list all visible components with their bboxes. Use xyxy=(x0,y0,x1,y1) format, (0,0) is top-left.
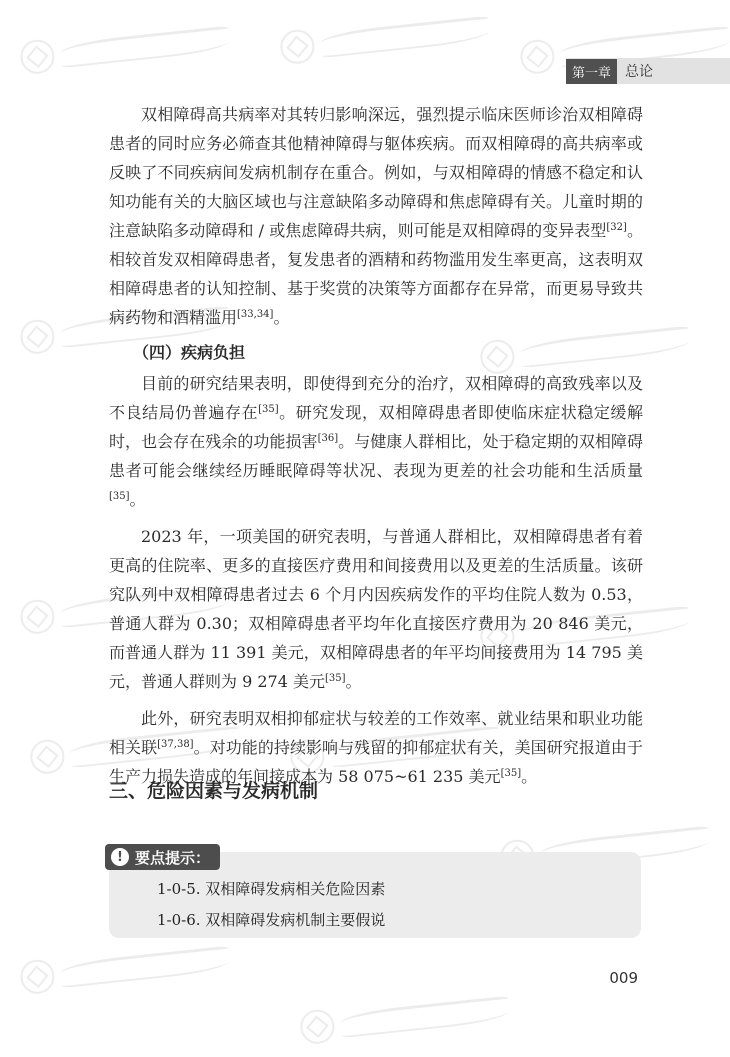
chapter-title: 总论 xyxy=(625,64,654,80)
keypoint-item: 1-0-5. 双相障碍发病相关危险因素 xyxy=(157,880,386,898)
citation-ref: [35] xyxy=(500,768,522,779)
keypoints-list xyxy=(157,874,385,936)
citation-ref: [37,38] xyxy=(157,739,194,750)
keypoints-tab xyxy=(105,844,220,870)
publisher-watermark xyxy=(278,0,503,77)
publisher-watermark xyxy=(298,979,523,1057)
keypoints-label: 要点提示： xyxy=(135,848,211,867)
citation-ref: [36] xyxy=(317,433,339,444)
subheading-disease-burden: （四）疾病负担 xyxy=(133,343,246,362)
publisher-watermark xyxy=(18,929,243,1008)
exclamation-icon: ! xyxy=(111,848,129,866)
main-content xyxy=(109,100,643,791)
citation-ref: [35] xyxy=(258,404,279,415)
paragraph-work-function: 此外，研究表明双相抑郁症状与较差的工作效率、就业结果和职业功能相关联[37,38]。对功能的持续影响与残留的抑郁症状有关，美国研究报道由于生产力损失造成的年间接成本为 58 075~61 235 美元[35]。 xyxy=(109,709,643,786)
section-heading: 三、危险因素与发病机制 xyxy=(109,780,319,802)
citation-ref: [32] xyxy=(606,222,627,233)
citation-ref: [35] xyxy=(324,673,346,684)
citation-ref: [33,34] xyxy=(237,309,274,320)
keypoints-box xyxy=(109,848,641,938)
keypoint-item: 1-0-6. 双相障碍发病机制主要假说 xyxy=(157,911,386,929)
paragraph-burden: 目前的研究结果表明，即使得到充分的治疗，双相障碍的高致残率以及不良结局仍普遍存在[35]。研究发现，双相障碍患者即使临床症状稳定缓解时，也会存在残余的功能损害[36]。与健康人群相比，处于稳定期的双相障碍患者可能会继续经历睡眠障碍等状况、表现为更差的社会功能和生活质量[35]。 xyxy=(109,374,643,509)
chapter-header xyxy=(566,58,730,84)
paragraph-comorbidity: 双相障碍高共病率对其转归影响深远，强烈提示临床医师诊治双相障碍患者的同时应务必筛查其他精神障碍与躯体疾病。而双相障碍的高共病率或反映了不同疾病间发病机制存在重合。例如，与双相障碍的情感不稳定和认知功能有关的大脑区域也与注意缺陷多动障碍和焦虑障碍有关。儿童时期的注意缺陷多动障碍和 / 或焦虑障碍共病，则可能是双相障碍的变异表型[32]。相较首发双相障碍患者，复发患者的酒精和药物滥用发生率更高，这表明双相障碍患者的认知控制、基于奖赏的决策等方面都存在异常，而更易导致共病药物和酒精滥用[33,34]。 xyxy=(109,105,643,327)
citation-ref: [35] xyxy=(109,491,130,502)
publisher-watermark xyxy=(18,9,243,88)
chapter-label: 第一章 xyxy=(566,59,617,84)
paragraph-costs: 2023 年，一项美国的研究表明，与普通人群相比，双相障碍患者有着更高的住院率、更多的直接医疗费用和间接费用以及更差的生活质量。该研究队列中双相障碍患者过去 6 个月内因疾病发作的平均住院人数为 0.53，普通人群为 0.30；双相障碍患者平均年化直接医疗费用为 20 846 美元，而普通人群为 11 391 美元，双相障碍患者的年平均间接费用为 14 795 美元，普通人群则为 9 274 美元[35]。 xyxy=(109,527,643,691)
page-number: 009 xyxy=(609,969,638,987)
